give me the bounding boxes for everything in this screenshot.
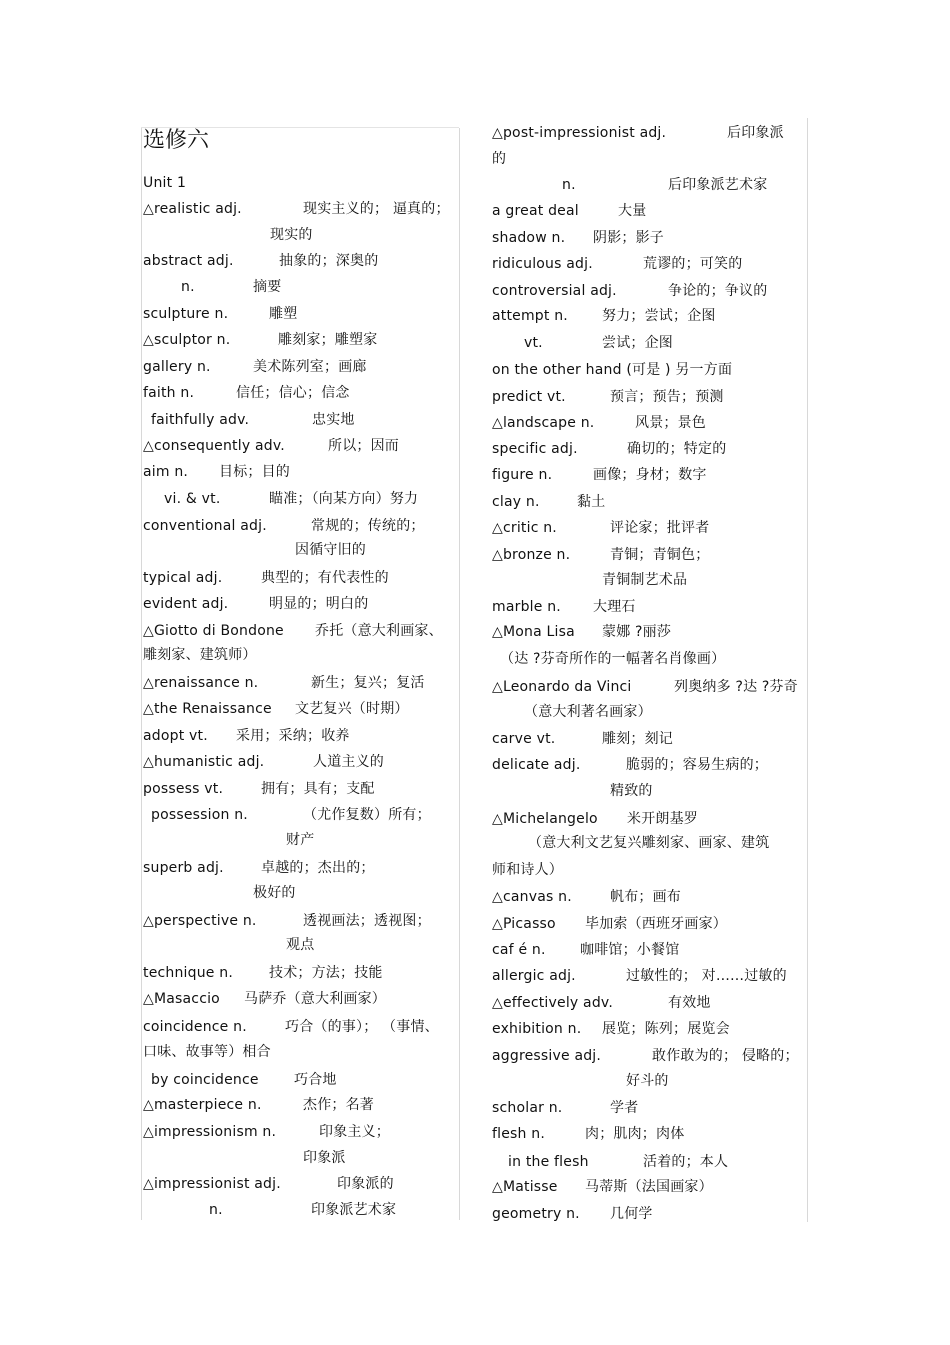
vocab-line <box>492 282 768 300</box>
vocab-word: faith n. <box>143 385 195 401</box>
vocab-meaning: 预言；预告；预测 <box>610 389 724 405</box>
vocab-line <box>143 727 350 745</box>
vocab-word: allergic adj. <box>492 968 576 984</box>
vocab-meaning: 大量 <box>618 203 647 219</box>
vocab-meaning: 评论家；批评者 <box>610 520 710 536</box>
vocab-word: n. <box>181 279 195 295</box>
vocab-meaning: 现实主义的； 逼真的； <box>303 201 450 217</box>
vocab-meaning: 米开朗基罗 <box>627 811 698 827</box>
vocab-line <box>492 1020 730 1038</box>
vocab-meaning: 典型的；有代表性的 <box>261 570 389 586</box>
vocab-word: shadow n. <box>492 230 566 246</box>
vocab-meaning: 口味、故事等）相合 <box>143 1044 271 1060</box>
vocab-meaning: 雕刻家；雕塑家 <box>278 332 378 348</box>
vocab-meaning: 拥有；具有；支配 <box>261 781 375 797</box>
vocab-meaning: （尤作复数）所有； <box>303 807 431 823</box>
vocab-line <box>492 388 724 406</box>
vocab-line <box>143 806 431 824</box>
left-column-left-rule <box>141 128 142 1220</box>
vocab-meaning: 印象主义； <box>319 1124 390 1140</box>
vocab-line <box>492 756 768 774</box>
vocab-meaning: 马萨乔（意大利画家） <box>244 991 386 1007</box>
vocab-word: in the flesh <box>508 1154 589 1170</box>
vocab-line <box>143 490 419 508</box>
vocab-line <box>492 1099 639 1117</box>
vocab-word: caf é n. <box>492 942 546 958</box>
vocab-line <box>143 780 375 798</box>
vocab-meaning: 印象派 <box>303 1150 346 1166</box>
vocab-meaning: 后印象派艺术家 <box>668 177 768 193</box>
vocab-word: △humanistic adj. <box>143 754 265 770</box>
vocab-word: clay n. <box>492 494 540 510</box>
vocab-line <box>492 1205 653 1223</box>
vocab-meaning: 人道主义的 <box>313 754 384 770</box>
vocab-line <box>492 730 673 748</box>
vocab-meaning: 过敏性的； 对……过敏的 <box>626 968 787 984</box>
vocab-meaning: （达 ?芬奇所作的一幅著名肖像画） <box>500 651 726 667</box>
vocab-meaning: 肉；肌肉；肉体 <box>585 1126 685 1142</box>
vocab-word: adopt vt. <box>143 728 208 744</box>
vocab-meaning: 印象派艺术家 <box>311 1202 397 1218</box>
vocab-line <box>143 990 386 1008</box>
vocab-meaning: 巧合地 <box>294 1072 337 1088</box>
vocab-word: △masterpiece n. <box>143 1097 262 1113</box>
vocab-line <box>143 964 383 982</box>
vocab-meaning: 咖啡馆；小餐馆 <box>580 942 680 958</box>
vocab-word: sculpture n. <box>143 306 229 322</box>
vocab-word: △realistic adj. <box>143 201 242 217</box>
vocab-line <box>492 361 733 379</box>
vocab-word: △Giotto di Bondone <box>143 623 284 639</box>
vocab-word: a great deal <box>492 203 579 219</box>
vocab-word: figure n. <box>492 467 553 483</box>
vocab-line <box>143 517 425 535</box>
vocab-meaning: 蒙娜 ?丽莎 <box>602 624 672 640</box>
vocab-meaning: 脆弱的；容易生病的； <box>626 757 768 773</box>
vocab-word: n. <box>209 1202 223 1218</box>
vocab-word: carve vt. <box>492 731 556 747</box>
vocab-meaning: 马蒂斯（法国画家） <box>585 1179 713 1195</box>
vocab-word: delicate adj. <box>492 757 581 773</box>
vocab-meaning: 精致的 <box>610 783 653 799</box>
vocab-meaning: 目标；目的 <box>219 464 290 480</box>
vocab-meaning: 确切的；特定的 <box>627 441 727 457</box>
vocab-meaning: 画像；身材；数字 <box>593 467 707 483</box>
vocab-line <box>143 358 367 376</box>
vocab-meaning: 巧合（的事）； （事情、 <box>285 1019 439 1035</box>
vocab-line <box>492 598 636 616</box>
vocab-word: typical adj. <box>143 570 223 586</box>
vocab-meaning: 有效地 <box>668 995 711 1011</box>
vocab-word: △renaissance n. <box>143 675 259 691</box>
vocab-meaning: 的 <box>492 151 507 167</box>
vocab-line <box>492 1047 799 1065</box>
vocab-line <box>143 411 355 429</box>
vocab-meaning: （意大利著名画家） <box>524 704 652 720</box>
vocab-meaning: 帆布；画布 <box>610 889 681 905</box>
vocab-line <box>143 1096 374 1114</box>
vocab-meaning: 风景；景色 <box>635 415 706 431</box>
vocab-line <box>492 678 798 696</box>
vocab-meaning: 雕刻；刻记 <box>602 731 673 747</box>
vocab-word: △impressionism n. <box>143 1124 277 1140</box>
vocab-line <box>492 307 716 325</box>
vocab-meaning: 摘要 <box>253 279 282 295</box>
vocab-meaning: 常规的；传统的； <box>311 518 425 534</box>
vocab-meaning: 瞄准；（向某方向）努力 <box>269 491 419 507</box>
vocab-word: △Matisse <box>492 1179 558 1195</box>
vocab-word: vt. <box>524 335 543 351</box>
vocab-line <box>492 1125 685 1143</box>
vocab-meaning: 争论的；争议的 <box>668 283 768 299</box>
vocab-line <box>492 519 710 537</box>
vocab-meaning: 美术陈列室；画廊 <box>253 359 367 375</box>
vocab-line <box>492 176 768 194</box>
vocab-meaning: 卓越的；杰出的； <box>261 860 375 876</box>
vocab-meaning: 雕塑 <box>269 306 298 322</box>
vocab-line <box>492 1178 713 1196</box>
vocab-line <box>143 200 450 218</box>
vocab-word: △consequently adv. <box>143 438 285 454</box>
vocab-word: △Mona Lisa <box>492 624 575 640</box>
vocab-line <box>143 278 282 296</box>
vocab-line <box>143 700 409 718</box>
vocab-word: on the other hand ( <box>492 362 632 378</box>
vocab-word: abstract adj. <box>143 253 234 269</box>
vocab-meaning: 明显的；明白的 <box>269 596 369 612</box>
vocab-line <box>492 623 672 641</box>
vocab-word: △critic n. <box>492 520 557 536</box>
vocab-word: △landscape n. <box>492 415 595 431</box>
vocab-word: flesh n. <box>492 1126 545 1142</box>
vocab-meaning: 学者 <box>610 1100 639 1116</box>
vocab-meaning: 技术；方法；技能 <box>269 965 383 981</box>
vocab-line <box>143 384 350 402</box>
vocab-meaning: 大理石 <box>593 599 636 615</box>
vocab-line <box>143 595 369 613</box>
vocab-word: by coincidence <box>151 1072 259 1088</box>
vocab-meaning: 透视画法；透视图； <box>303 913 431 929</box>
vocab-meaning: 毕加索（西班牙画家） <box>585 916 727 932</box>
vocab-meaning: 雕刻家、建筑师） <box>143 647 257 663</box>
vocab-line <box>492 994 711 1012</box>
vocab-meaning: 乔托（意大利画家、 <box>315 623 443 639</box>
vocab-meaning: 展览；陈列；展览会 <box>602 1021 730 1037</box>
vocab-line <box>492 229 664 247</box>
vocab-word: △effectively adv. <box>492 995 613 1011</box>
vocab-meaning: 所以；因而 <box>328 438 399 454</box>
vocab-line <box>492 888 681 906</box>
vocab-meaning: 阴影；影子 <box>593 230 664 246</box>
vocab-line <box>492 466 707 484</box>
vocab-word: technique n. <box>143 965 233 981</box>
vocab-line <box>143 305 298 323</box>
vocab-meaning: 财产 <box>286 832 315 848</box>
vocab-word: possession n. <box>151 807 248 823</box>
vocab-meaning: （意大利文艺复兴雕刻家、画家、建筑 <box>528 835 770 851</box>
vocab-line <box>143 252 379 270</box>
vocab-word: attempt n. <box>492 308 568 324</box>
vocab-line <box>492 546 710 564</box>
vocab-meaning: 黏土 <box>577 494 606 510</box>
vocab-word: gallery n. <box>143 359 211 375</box>
vocab-meaning: 荒谬的；可笑的 <box>643 256 743 272</box>
vocab-meaning: 杰作；名著 <box>303 1097 374 1113</box>
vocab-word: marble n. <box>492 599 561 615</box>
vocab-line <box>492 810 698 828</box>
vocab-word: ridiculous adj. <box>492 256 593 272</box>
vocab-word: △post-impressionist adj. <box>492 125 667 141</box>
vocab-line <box>143 674 425 692</box>
vocab-word: geometry n. <box>492 1206 580 1222</box>
vocab-line <box>143 463 290 481</box>
vocab-word: △impressionist adj. <box>143 1176 281 1192</box>
vocab-word: vi. & vt. <box>164 491 221 507</box>
vocab-line <box>143 1201 397 1219</box>
vocab-word: superb adj. <box>143 860 224 876</box>
vocab-word: scholar n. <box>492 1100 563 1116</box>
vocab-line <box>492 967 787 985</box>
vocab-word: △Picasso <box>492 916 556 932</box>
vocab-line <box>143 859 375 877</box>
vocab-word: △canvas n. <box>492 889 572 905</box>
vocab-meaning: 因循守旧的 <box>295 542 366 558</box>
vocab-meaning: 几何学 <box>610 1206 653 1222</box>
vocab-line <box>492 414 706 432</box>
vocab-meaning: 好斗的 <box>626 1073 669 1089</box>
vocab-meaning: 观点 <box>286 937 315 953</box>
vocab-word: exhibition n. <box>492 1021 582 1037</box>
vocab-line <box>143 1123 390 1141</box>
vocab-meaning: 敢作敢为的； 侵略的； <box>652 1048 799 1064</box>
vocab-meaning: 可是 ) 另一方面 <box>632 362 733 378</box>
vocab-line <box>492 255 743 273</box>
vocab-meaning: 信任；信心；信念 <box>236 385 350 401</box>
vocab-meaning: 现实的 <box>270 227 313 243</box>
vocab-word: controversial adj. <box>492 283 617 299</box>
vocab-line <box>143 1071 337 1089</box>
vocab-word: possess vt. <box>143 781 224 797</box>
vocab-line <box>492 941 680 959</box>
vocab-line <box>492 334 673 352</box>
page-title: 选修六 <box>143 128 210 153</box>
vocab-meaning: 抽象的；深奥的 <box>279 253 379 269</box>
vocab-line <box>492 440 727 458</box>
vocab-line <box>143 1018 439 1036</box>
vocab-line <box>143 912 431 930</box>
vocab-word: conventional adj. <box>143 518 267 534</box>
vocab-line <box>143 622 443 640</box>
vocab-word: n. <box>562 177 576 193</box>
vocab-word: △perspective n. <box>143 913 257 929</box>
vocab-word: △Michelangelo <box>492 811 598 827</box>
vocab-meaning: 印象派的 <box>337 1176 394 1192</box>
vocab-word: Unit 1 <box>143 175 187 191</box>
vocab-word: evident adj. <box>143 596 229 612</box>
vocab-meaning: 后印象派 <box>727 125 784 141</box>
vocab-meaning: 尝试；企图 <box>602 335 673 351</box>
vocab-meaning: 忠实地 <box>312 412 355 428</box>
vocab-word: aggressive adj. <box>492 1048 602 1064</box>
vocab-line <box>143 753 384 771</box>
vocab-meaning: 师和诗人） <box>492 862 563 878</box>
vocab-word: △bronze n. <box>492 547 571 563</box>
vocab-word: faithfully adv. <box>151 412 250 428</box>
vocab-line <box>143 437 399 455</box>
vocab-meaning: 努力；尝试；企图 <box>602 308 716 324</box>
vocab-line <box>492 124 784 142</box>
vocab-meaning: 青铜制艺术品 <box>602 572 688 588</box>
vocab-meaning: 列奥纳多 ?达 ?芬奇 <box>674 679 798 695</box>
vocab-meaning: 青铜；青铜色； <box>610 547 710 563</box>
vocab-meaning: 采用；采纳；收养 <box>236 728 350 744</box>
right-column <box>492 120 808 1220</box>
vocab-line <box>492 1153 729 1171</box>
vocab-word: coincidence n. <box>143 1019 247 1035</box>
vocab-word: △the Renaissance <box>143 701 272 717</box>
vocab-line <box>492 915 727 933</box>
vocab-word: aim n. <box>143 464 189 480</box>
vocab-line <box>143 331 378 349</box>
vocab-word: △Masaccio <box>143 991 220 1007</box>
vocab-line <box>143 174 186 192</box>
vocab-word: predict vt. <box>492 389 566 405</box>
vocab-meaning: 文艺复兴（时期） <box>295 701 409 717</box>
vocab-line <box>492 202 647 220</box>
vocab-word: △Leonardo da Vinci <box>492 679 632 695</box>
vocab-word: △sculptor n. <box>143 332 231 348</box>
vocab-line <box>143 569 389 587</box>
left-column <box>143 120 460 1220</box>
vocab-meaning: 极好的 <box>253 885 296 901</box>
vocab-meaning: 活着的；本人 <box>643 1154 729 1170</box>
vocab-line <box>143 1175 394 1193</box>
vocab-meaning: 新生；复兴；复活 <box>311 675 425 691</box>
vocab-line <box>492 493 606 511</box>
vocab-word: specific adj. <box>492 441 578 457</box>
